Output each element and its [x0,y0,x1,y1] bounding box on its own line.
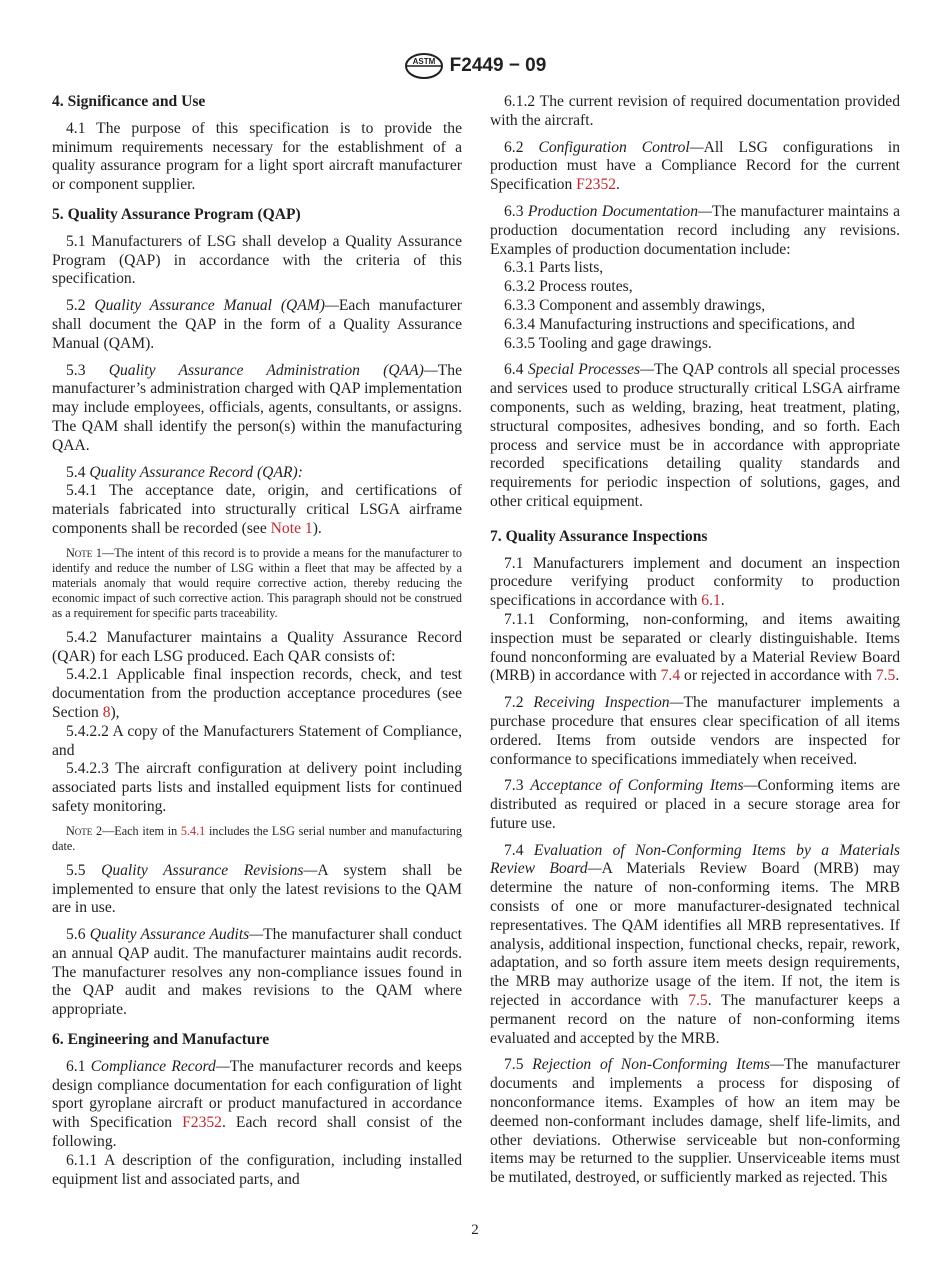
para-6-3: 6.3 Production Documentation—The manufacturer maintains a production documentation record including any revisions. Examples of production documentation include: [490,202,900,258]
left-column [52,93,462,1189]
list-item: 6.3.2 Process routes, [504,278,633,296]
page-number: 2 [471,1222,479,1238]
para-6-1: 6.1 Compliance Record—The manufacturer records and keeps design compliance documentation for each configuration of light sport gyroplane aircraft or product manufactured in accordance with Specification F2352. Each record shall consist of the following. [52,1057,462,1151]
para-5-4-2: 5.4.2 Manufacturer maintains a Quality Assurance Record (QAR) for each LSG produced. Each QAR consists of: [52,628,462,665]
list-item: 6.3.3 Component and assembly drawings, [504,296,766,314]
para-7-2: 7.2 Receiving Inspection—The manufacturer implements a purchase procedure that ensures clear specification of all items ordered. Items from outside vendors are inspected for conformance to specifications immediately when received. [490,694,900,768]
para-5-6: 5.6 Quality Assurance Audits—The manufacturer shall conduct an annual QAP audit. The manufacturer maintains audit records. The manufacturer resolves any non-compliance issues found in the QAP audit and makes revisions to the QAM where appropriate. [52,926,462,1019]
para-5-4-2-3: 5.4.2.3 The aircraft configuration at delivery point including associated parts lists and installed equipment lists for continued safety monitoring. [52,760,462,815]
para-7-1: 7.1 Manufacturers implement and document an inspection procedure verifying product conformity to production specifications in accordance with 6.1. [490,554,900,610]
section-6-heading: 6. Engineering and Manufacture [52,1031,270,1049]
para-7-1-1: 7.1.1 Conforming, non-conforming, and items awaiting inspection must be separated or clearly distinguishable. Items found nonconforming are evaluated by a Material Review Board (MRB) in accordance with 7.4 or rejected in accordance with 7.5. [490,610,900,685]
para-7-3: 7.3 Acceptance of Conforming Items—Conforming items are distributed as required or placed in a secure storage area for future use. [490,777,900,832]
para-5-1: 5.1 Manufacturers of LSG shall develop a Quality Assurance Program (QAP) in accordance with the criteria of this specification. [52,232,462,288]
note-1: Note 1—The intent of this record is to provide a means for the manufacturer to identify and reduce the number of LSG within a fleet that may be affected by a materials anomaly that would require corrective action, thereby reducing the economic impact of such corrective action. This paragraph should not be construed as a requirement for specific parts traceability. [52,545,462,620]
para-7-5-link[interactable]: 7.5 [688,992,708,1010]
section-7-heading: 7. Quality Assurance Inspections [490,527,708,545]
para-5-4-1-link[interactable]: 5.4.1 [180,823,206,838]
para-6-2: 6.2 Configuration Control—All LSG configurations in production must have a Compliance Record for the current Specification F2352. [490,138,900,194]
para-7-5-link[interactable]: 7.5 [875,667,896,685]
note-1-link[interactable]: Note 1 [270,519,313,537]
page-header [0,52,950,80]
svg-text:ASTM: ASTM [412,57,435,66]
document-designation: F2449 − 09 [449,55,547,77]
section-4-heading: 4. Significance and Use [52,93,206,110]
para-5-4-2-2: 5.4.2.2 A copy of the Manufacturers Statement of Compliance, and [52,722,462,759]
para-7-4-link[interactable]: 7.4 [660,667,681,685]
list-item: 6.3.1 Parts lists, [504,259,604,277]
para-5-4-2-1: 5.4.2.1 Applicable final inspection records, check, and test documentation from the production acceptance procedures (see Section 8), [52,666,462,721]
para-6-1-1: 6.1.1 A description of the configuration, including installed equipment list and associated parts, and [52,1151,462,1188]
para-5-5: 5.5 Quality Assurance Revisions—A system shall be implemented to ensure that only the latest revisions to the QAM are in use. [52,861,462,917]
para-5-3: 5.3 Quality Assurance Administration (QAA)—The manufacturer’s administration charged with QAP implementation may include employees, officials, agents, consultants, or assigns. The QAM shall identify the person(s) within the manufacturing QAA. [52,361,462,454]
f2352-link[interactable]: F2352 [182,1114,222,1132]
list-item: 6.3.5 Tooling and gage drawings. [504,334,712,352]
para-6-1-link[interactable]: 6.1 [701,592,721,610]
note-2: Note 2—Each item in 5.4.1 includes the LSG serial number and manufacturing date. [52,823,462,853]
right-column [490,93,900,1188]
list-item: 6.3.4 Manufacturing instructions and specifications, and [504,315,855,333]
para-5-4-1: 5.4.1 The acceptance date, origin, and certifications of materials fabricated into structurally critical LSGA airframe components shall be recorded (see Note 1). [52,482,462,537]
para-6-1-2: 6.1.2 The current revision of required documentation provided with the aircraft. [490,93,900,129]
section-8-link[interactable]: 8 [102,703,111,721]
para-6-4: 6.4 Special Processes—The QAP controls all special processes and services used to produce structurally critical LSGA airframe components, such as welding, brazing, heat treatment, plating, structural composites, adhesives bonding, and so forth. Each process and service must be in accordance with appropriate recorded specifications detailing quality standards and requirements for periodic inspection of solutions, gages, and other critical equipment. [490,361,900,510]
para-4-1: 4.1 The purpose of this specification is to provide the minimum requirements necessary for the establishment of a quality assurance program for a light sport aircraft manufacturer or component supplier. [52,119,462,194]
para-7-5: 7.5 Rejection of Non-Conforming Items—The manufacturer documents and implements a process for disposing of nonconformance items. Examples of how an item may be deemed non-conformant includes damage, shelf life-limits, and other deviations. Otherwise serviceable but non-conforming items may be returned to the supplier. Unserviceable items must be mutilated, destroyed, or sufficiently marked as rejected. This [490,1056,901,1187]
para-5-2: 5.2 Quality Assurance Manual (QAM)—Each manufacturer shall document the QAP in the form of a Quality Assurance Manual (QAM). [52,297,462,352]
para-5-4: 5.4 Quality Assurance Record (QAR): [66,463,303,481]
astm-logo-icon [404,52,444,80]
section-5-heading: 5. Quality Assurance Program (QAP) [52,205,301,223]
f2352-link[interactable]: F2352 [576,176,617,194]
para-7-4: 7.4 Evaluation of Non-Conforming Items by a Materials Review Board—A Materials Review Board (MRB) may determine the nature of non-conforming items. The MRB consists of one or more manufacturer-designated technical representatives. The QAM identifies all MRB representatives. If analysis, additional inspection, functional checks, repair, rework, adaptation, and so forth assure item meets design requirements, the MRB may authorize usage of the item. If not, the item is rejected in accordance with 7.5. The manufacturer keeps a permanent record on the nature of non-conforming items evaluated and accepted by the MRB. [490,841,900,1047]
